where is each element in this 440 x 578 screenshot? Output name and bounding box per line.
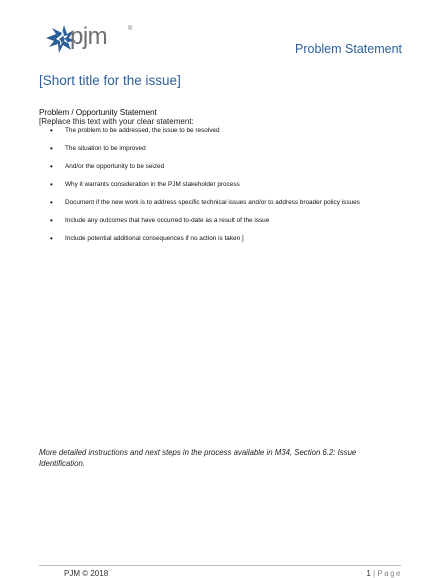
list-item [50,217,360,224]
list-item-text: The situation to be improved [65,145,146,152]
footer-page-indicator [366,569,402,578]
list-item-text: Document if the new work is to address specific technical issues and/or to address broader policy issues [65,199,360,206]
bullet-icon: • [50,126,53,135]
list-item [50,181,360,188]
bullet-icon: • [50,144,53,153]
footnote: More detailed instructions and next steps in the process available in M34, Section 6.2: Issue Identification. [39,448,357,468]
list-item-text: Include potential additional consequences if no action is taken ] [65,235,244,242]
list-item [50,145,360,152]
bullet-icon: • [50,234,53,243]
list-item [50,127,360,134]
section-heading: Problem / Opportunity Statement [39,107,157,117]
list-item-text: The problem to be addressed, the issue to be resolved [65,127,220,134]
page-number: 1 [366,569,371,578]
logo-wordmark: pjm [70,23,108,50]
short-title: [Short title for the issue] [39,73,181,88]
list-item [50,163,360,170]
footer-copyright: PJM © 2018 [64,569,109,578]
bullet-icon: • [50,216,53,225]
list-item-text: And/or the opportunity to be seized [65,163,165,170]
list-item [50,199,360,206]
bullet-icon: • [50,180,53,189]
bullet-list [50,127,360,242]
footer-divider [39,565,401,566]
page-separator: | [373,569,376,578]
bullet-icon: • [50,162,53,171]
registered-mark: ® [128,26,133,32]
bullet-icon: • [50,198,53,207]
list-item [50,235,360,242]
intro-text: [Replace this text with your clear statement: [39,117,194,126]
header-title: Problem Statement [295,42,402,56]
page-label: Page [377,569,402,578]
list-item-text: Include any outcomes that have occurred to-date as a result of the issue [65,217,270,224]
list-item-text: Why it warrants consideration in the PJM stakeholder process [65,181,240,188]
